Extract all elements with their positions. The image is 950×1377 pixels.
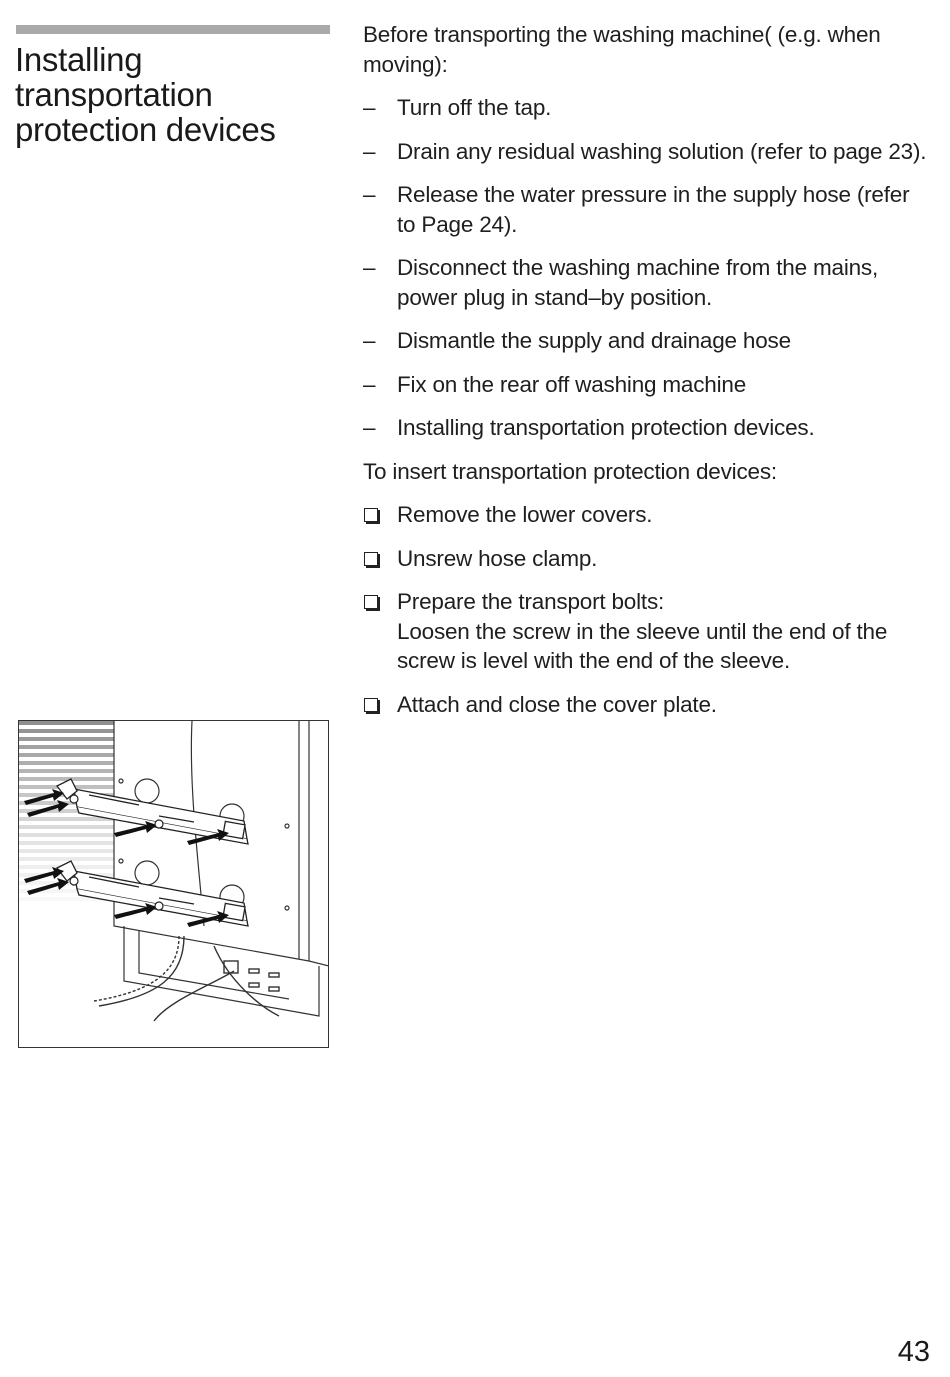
dash-bullet: – bbox=[363, 371, 376, 397]
section-rule-bar bbox=[16, 25, 330, 34]
list-item-text: Turn off the tap. bbox=[397, 95, 552, 120]
checklist-item-text: Unsrew hose clamp. bbox=[397, 545, 598, 571]
dash-bullet: – bbox=[363, 138, 376, 164]
list-item bbox=[363, 326, 933, 356]
section-title: Installing transportation protection devices bbox=[15, 41, 276, 148]
list-item bbox=[363, 413, 933, 443]
washing-machine-rear-drawing bbox=[19, 721, 328, 1047]
checklist-item-text: Remove the lower covers. bbox=[397, 502, 653, 527]
checklist-item bbox=[363, 500, 933, 530]
list-item-text: Drain any residual washing solution (refer to page 23). bbox=[397, 138, 927, 164]
hoses bbox=[94, 936, 279, 1021]
checkbox-bullet-icon bbox=[364, 595, 378, 609]
list-item bbox=[363, 370, 933, 400]
checklist-item bbox=[363, 690, 933, 720]
checkbox-bullet-icon bbox=[364, 508, 378, 522]
insert-heading: To insert transportation protection devices: bbox=[363, 458, 777, 484]
list-item bbox=[363, 253, 933, 312]
list-item-text: Fix on the rear off washing machine bbox=[397, 371, 747, 397]
transport-bolt-illustration bbox=[18, 720, 329, 1048]
dash-bullet: – bbox=[363, 182, 376, 207]
checklist-item-detail: Loosen the screw in the sleeve until the end of the screw is level with the end of the sleeve. bbox=[397, 618, 888, 673]
list-item-text: Installing transportation protection devices. bbox=[397, 415, 815, 440]
checkbox-bullet-icon bbox=[364, 552, 378, 566]
checklist-item-text: Prepare the transport bolts: bbox=[397, 589, 665, 614]
list-item bbox=[363, 93, 933, 123]
list-item bbox=[363, 137, 933, 167]
list-item bbox=[363, 180, 933, 239]
machine-rear-panel bbox=[114, 721, 328, 1016]
checklist-item bbox=[363, 587, 933, 676]
page-number: 43 bbox=[897, 1336, 930, 1368]
intro-text: Before transporting the washing machine( (e.g. when moving): bbox=[363, 22, 881, 77]
list-item-text: Release the water pressure in the supply hose (refer to Page 24). bbox=[397, 182, 910, 237]
dash-bullet: – bbox=[363, 95, 376, 120]
checklist-item bbox=[363, 544, 933, 574]
dash-bullet: – bbox=[363, 415, 376, 440]
dash-bullet: – bbox=[363, 255, 376, 280]
dash-bullet: – bbox=[363, 328, 376, 353]
checklist-item-text: Attach and close the cover plate. bbox=[397, 691, 717, 717]
list-item-text: Disconnect the washing machine from the mains, power plug in stand–by position. bbox=[397, 255, 879, 310]
list-item-text: Dismantle the supply and drainage hose bbox=[397, 328, 791, 353]
checkbox-bullet-icon bbox=[364, 698, 378, 712]
instructions-column bbox=[363, 20, 933, 733]
